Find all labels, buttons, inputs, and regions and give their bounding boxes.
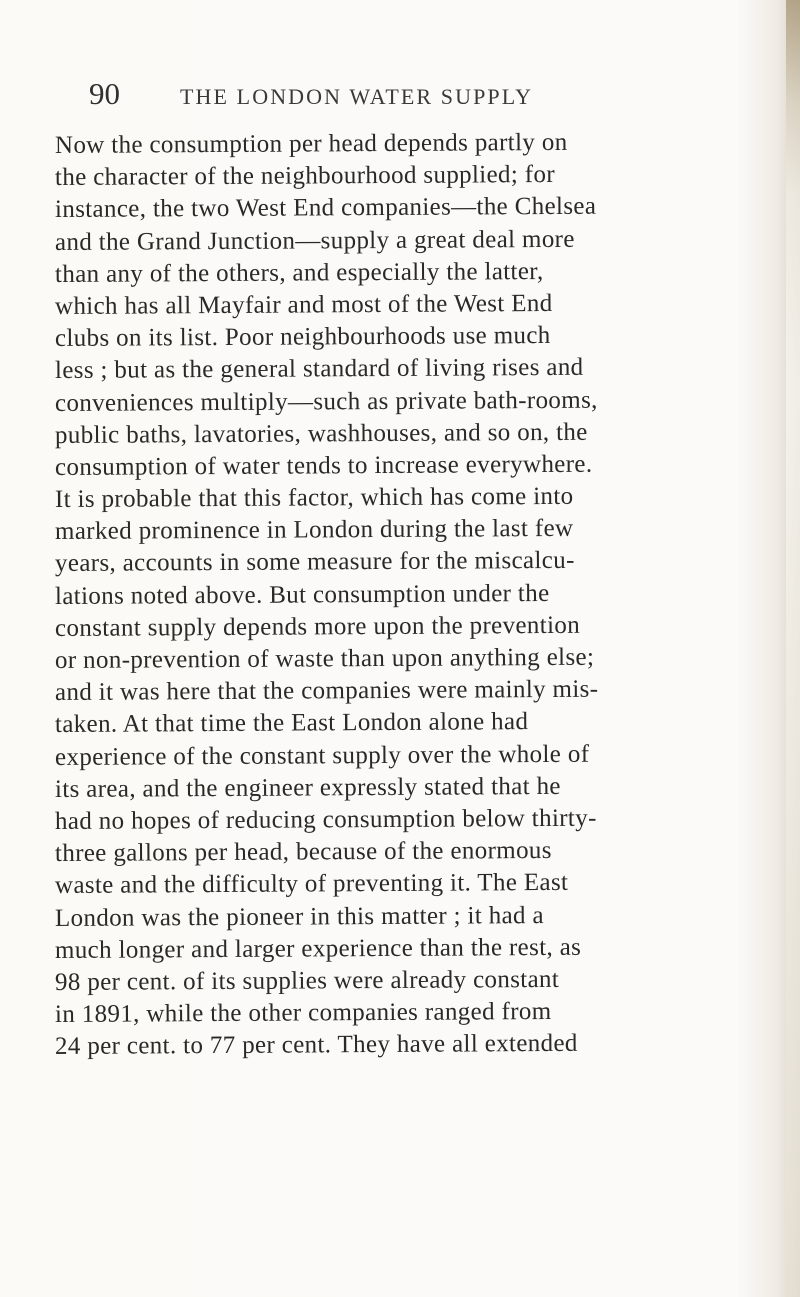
text-line: conveniences multiply—such as private bath-rooms,	[54, 386, 598, 417]
page-header	[89, 76, 709, 112]
text-line: consumption of water tends to increase everywhere.	[54, 450, 593, 481]
text-line: its area, and the engineer expressly stated that he	[54, 772, 561, 803]
text-line: in 1891, while the other companies ranged from	[54, 998, 552, 1029]
text-line: clubs on its list. Poor neighbourhoods use much	[54, 322, 551, 353]
text-line: public baths, lavatories, washhouses, and so on, the	[54, 418, 588, 449]
text-line: marked prominence in London during the last few	[54, 515, 574, 546]
text-line: waste and the difficulty of preventing it. The East	[54, 869, 569, 900]
text-line: 24 per cent. to 77 per cent. They have all extended	[54, 1030, 578, 1061]
text-line: much longer and larger experience than the rest, as	[54, 933, 582, 964]
text-line: It is probable that this factor, which has come into	[54, 482, 574, 514]
text-line: London was the pioneer in this matter ; it had a	[54, 901, 544, 932]
text-line: years, accounts in some measure for the miscalcu-	[54, 547, 575, 578]
text-line: 98 per cent. of its supplies were already constant	[54, 965, 560, 996]
text-line: and it was here that the companies were mainly mis-	[54, 675, 599, 707]
text-line: instance, the two West End companies—the Chelsea	[54, 193, 597, 224]
text-line: experience of the constant supply over the whole of	[54, 740, 590, 771]
scanned-page-edge	[786, 0, 800, 1297]
text-line: Now the consumption per head depends partly on	[54, 128, 568, 159]
text-line: less ; but as the general standard of living rises and	[54, 354, 584, 385]
text-line: had no hopes of reducing consumption below thirty-	[54, 804, 597, 835]
body-text	[55, 130, 731, 1063]
text-line: three gallons per head, because of the enormous	[54, 837, 552, 868]
text-line: and the Grand Junction—supply a great deal more	[54, 225, 575, 256]
text-line: the character of the neighbourhood supplied; for	[54, 161, 556, 192]
running-title: THE LONDON WATER SUPPLY	[180, 84, 534, 109]
text-line: constant supply depends more upon the prevention	[54, 611, 581, 642]
text-line: which has all Mayfair and most of the West End	[54, 289, 553, 320]
page-number: 90	[89, 76, 120, 111]
text-line: taken. At that time the East London alone had	[54, 708, 529, 739]
text-line: or non-prevention of waste than upon anything else;	[54, 643, 595, 674]
text-line: lations noted above. But consumption under the	[54, 579, 550, 610]
text-line: than any of the others, and especially the latter,	[54, 257, 544, 288]
